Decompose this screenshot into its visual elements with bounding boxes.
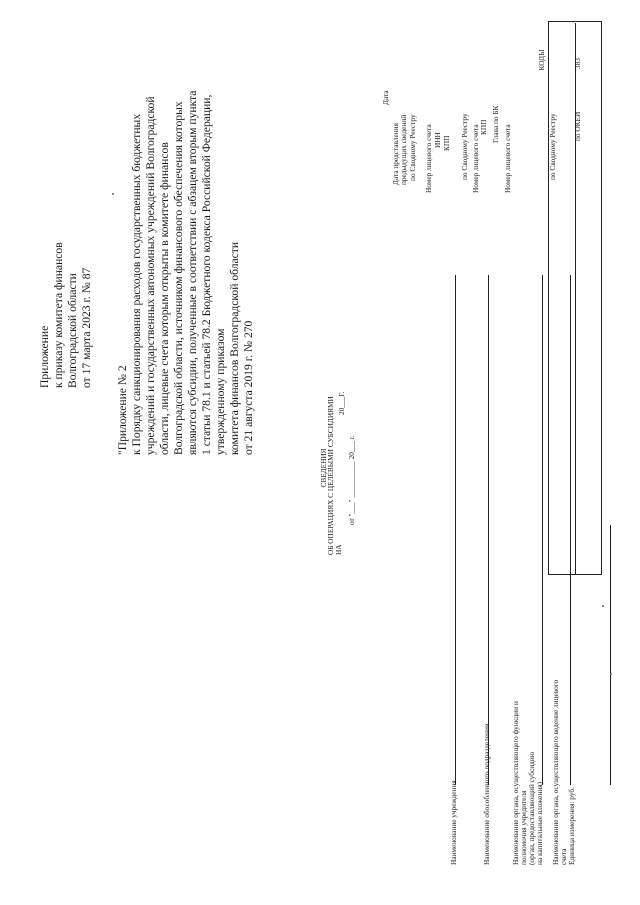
right-label: КПП: [479, 119, 488, 135]
appendix2-line: комитета финансов Волгоградской области: [228, 241, 241, 455]
appendix2-line: утвержденному приказом: [214, 328, 227, 455]
left-label: Наименование обособленного подразделения: [482, 723, 491, 865]
left-label: Наименование органа, осуществляющего ведение лицевого: [551, 679, 560, 865]
right-label: Дата представления: [391, 123, 400, 185]
speck: [112, 194, 114, 196]
okei-code: 383: [573, 58, 582, 69]
right-label: Номер лицевого счета: [471, 124, 480, 193]
right-label: Глава по БК: [491, 105, 500, 143]
appendix-block: [38, 18, 94, 388]
appendix2-block: [116, 15, 256, 455]
right-label-date: Дата: [381, 90, 390, 105]
date-line: от "___" __________ 20___ г.: [347, 435, 356, 525]
right-label: КПП: [442, 135, 451, 151]
appendix-line: Волгоградской области: [66, 273, 79, 388]
left-label: Наименование органа, осуществляющего функции и: [511, 701, 520, 865]
codes-header: КОДЫ: [537, 49, 546, 71]
appendix2-line: Волгоградской области, источником финансового обеспечения которых: [172, 101, 185, 455]
right-label: по ОКЕИ: [573, 111, 582, 141]
appendix-line: от 17 марта 2023 г. № 87: [80, 267, 93, 388]
left-label: Наименование учреждения: [449, 780, 458, 865]
right-label: Номер лицевого счета: [424, 124, 433, 193]
appendix2-line: "Приложение № 2: [116, 365, 129, 455]
left-label: полномочия учредителя: [519, 790, 528, 865]
appendix-line: Приложение: [38, 325, 51, 388]
left-label: Единица измерения: руб.: [567, 787, 576, 865]
right-label: предыдущих сведений: [399, 114, 408, 185]
appendix2-line: 1 статьи 78.1 и статьей 78.2 Бюджетного кодекса Российской Федерации,: [200, 94, 213, 455]
appendix-line: к приказу комитета финансов: [52, 242, 65, 388]
speck: [610, 674, 612, 676]
appendix2-line: учреждений и государственных автономных учреждений Волгоградской: [144, 96, 157, 455]
right-label: по Сводному Реестру: [460, 113, 469, 180]
appendix2-line: к Порядку санкционирования расходов государственных бюджетных: [130, 113, 143, 455]
field-line: [610, 525, 611, 785]
right-label: по Сводному Реестру: [408, 114, 417, 181]
form-title-line2: ОБ ОПЕРАЦИЯХ С ЦЕЛЕВЫМИ СУБСИДИЯМИ НА: [326, 396, 344, 555]
right-label: ИНН: [433, 132, 442, 148]
right-label: по Сводному Реестру: [548, 113, 557, 180]
appendix2-line: от 21 августа 2019 г. № 270: [242, 320, 255, 455]
left-label: (орган, предоставляющий субсидию: [527, 751, 536, 865]
form-title-line3: 20___Г.: [337, 391, 346, 415]
right-label: Номер лицевого счета: [503, 124, 512, 193]
appendix2-line: области, лицевые счета которым открыты в комитете финансов: [158, 142, 171, 455]
appendix2-line: являются субсидии, полученные в соответствии с абзацем вторым пункта: [186, 90, 199, 455]
form-title-line1: СВЕДЕНИЯ: [319, 448, 328, 488]
left-label: на капитальные вложения): [535, 781, 544, 865]
speck: [602, 606, 604, 608]
left-label: счета: [559, 848, 568, 865]
